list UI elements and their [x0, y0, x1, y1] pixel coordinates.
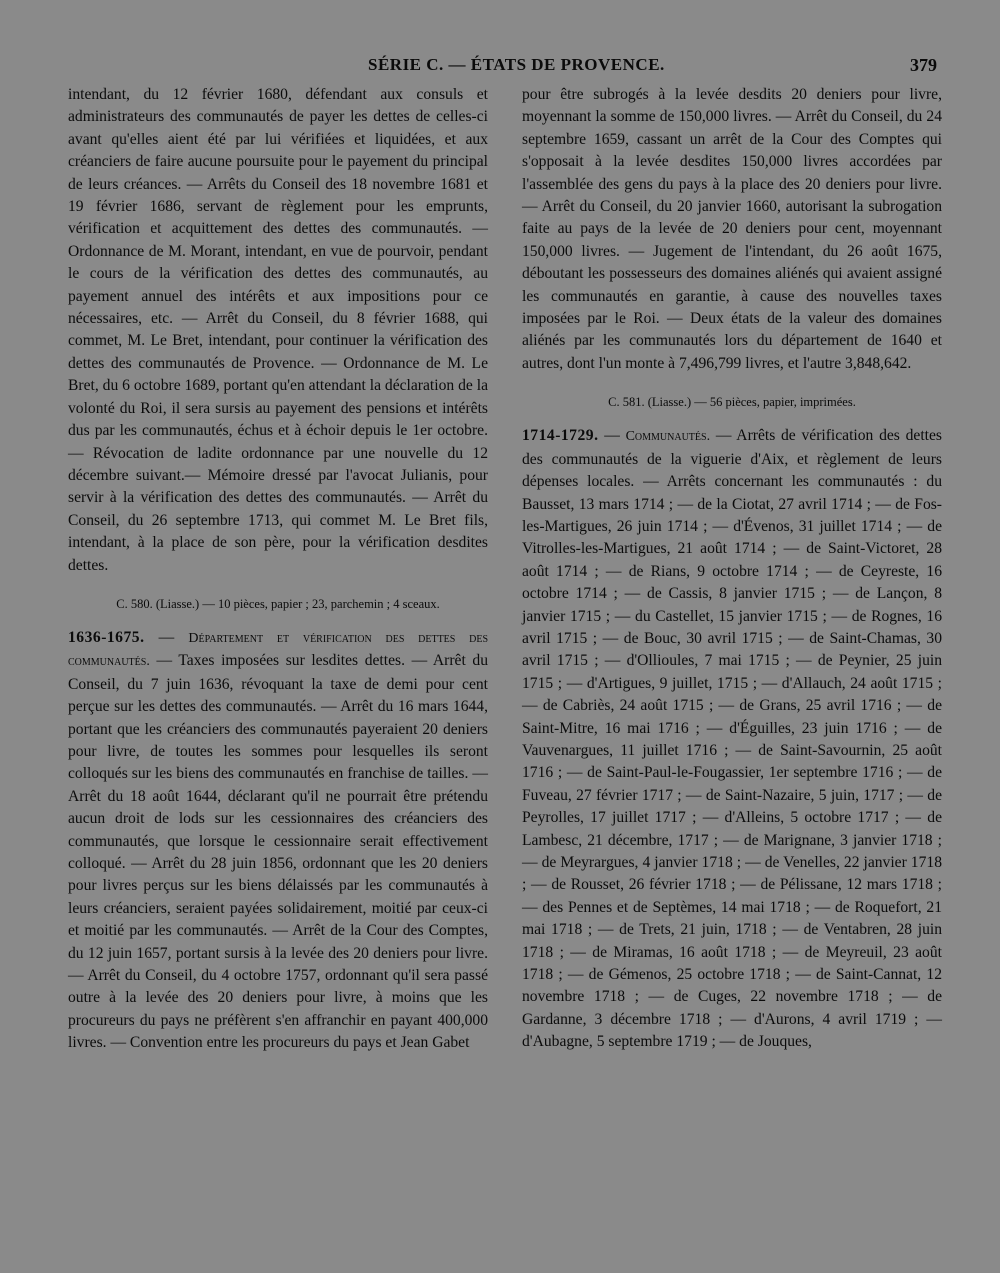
- page-number: 379: [910, 55, 937, 75]
- left-paragraph-1: intendant, du 12 février 1680, défendant aux consuls et administrateurs des communautés de payer les dettes de celles-ci avant qu'elles aient été par lui vérifiées et liquidées, et aux créanciers de faire aucune poursuite pour le payement du principal de leurs créances. — Arrêts du Conseil des 18 novembre 1681 et 19 février 1686, servant de règlement pour les emprunts, vérification et acquittement des dettes des communautés. — Ordonnance de M. Morant, intendant, en vue de pourvoir, pendant le cours de la vérification des dettes des communautés, au payement annuel des intérêts et aux impositions pour ce nécessaires, etc. — Arrêt du Conseil, du 8 février 1688, qui commet, M. Le Bret, intendant, pour continuer la vérification des dettes des communautés de Provence. — Ordonnance de M. Le Bret, du 6 octobre 1689, portant qu'en attendant la déclaration de la volonté du Roi, il sera sursis au payement des pensions et intérêts dus par les communautés, échus et à échoir depuis le 1er octobre. — Révocation de ladite ordonnance par une nouvelle du 12 décembre suivant.— Mémoire dressé par l'avocat Julianis, pour servir à la vérification des dettes des communautés. — Arrêt du Conseil, du 26 septembre 1713, qui commet M. Le Bret fils, intendant, à la place de son père, pour la vérification desdites dettes.: [68, 86, 488, 574]
- header-title: SÉRIE C. — ÉTATS DE PROVENCE.: [368, 55, 665, 74]
- right-entry: [522, 425, 942, 1053]
- right-paragraph-1: pour être subrogés à la levée desdits 20 deniers pour livre, moyennant la somme de 150,000 livres. — Arrêt du Conseil, du 24 septembre 1659, cassant un arrêt de la Cour des Comptes qui s'opposait à la levée desdites 150,000 livres accordées par l'assemblée des gens du pays à la place des 20 deniers pour livre. — Arrêt du Conseil, du 20 janvier 1660, autorisant la subrogation faite au pays de la levée de 20 deniers pour cent, moyennant 150,000 livres. — Jugement de l'intendant, du 26 août 1675, déboutant les possesseurs des domaines aliénés qui avaient assigné les communautés en garantie, à cause des nouvelles taxes imposées par le Roi. — Deux états de la valeur des domaines aliénés par les communautés lors du département de 1640 et autres, dont l'un monte à 7,496,799 livres, et l'autre 3,848,642.: [522, 86, 942, 372]
- left-entry-heading: Département et vérification des dettes des communautés.: [68, 630, 489, 670]
- left-entry-date: 1636-1675.: [68, 628, 145, 646]
- right-column: [522, 84, 942, 1054]
- left-entry-dash: —: [158, 628, 189, 646]
- left-column: [68, 84, 488, 1055]
- left-cote: C. 580. (Liasse.) — 10 pièces, papier ; 23, parchemin ; 4 sceaux.: [116, 596, 440, 611]
- left-entry: [68, 627, 488, 1055]
- right-entry-heading: Communautés.: [625, 429, 711, 445]
- right-cote: C. 581. (Liasse.) — 56 pièces, papier, imprimées.: [608, 395, 856, 410]
- left-entry-body: — Taxes imposées sur lesdites dettes. — Arrêt du Conseil, du 7 juin 1636, révoquant la taxe de demi pour cent perçue sur les dettes des communautés. — Arrêt du 16 mars 1644, portant que les créanciers des communautés payeraient 20 deniers pour livre, de toutes les sommes pour lesquelles ils seront colloqués sur les biens des communautés en franchise de tailles. — Arrêt du 18 août 1644, déclarant qu'il ne pourrait être prétendu aucun droit de lods sur les cessionnaires des créanciers des communautés, que lorsque le cessionnaire serait effectivement colloqué. — Arrêt du 28 juin 1856, ordonnant que les 20 deniers pour livres perçus sur les biens délaissés par les communautés à leurs créanciers, seraient payées solidairement, moitié par ceux-ci et moitié par les communautés. — Arrêt de la Cour des Comptes, du 12 juin 1657, portant sursis à la levée des 20 deniers pour livre. — Arrêt du Conseil, du 4 octobre 1757, ordonnant qu'il sera passé outre à la levée des 20 deniers pour livre, à moins que les procureurs du pays ne préfèrent s'en affranchir en payant 400,000 livres. — Convention entre les procureurs du pays et Jean Gabet: [68, 652, 488, 1052]
- right-entry-date: 1714-1729.: [522, 427, 599, 445]
- right-entry-body: — Arrêts de vérification des dettes des communautés de la viguerie d'Aix, et règlement de leurs dépenses locales. — Arrêts concernant les communautés : du Bausset, 13 mars 1714 ; — de la Ciotat, 27 avril 1714 ; — de Fos-les-Martigues, 26 juin 1714 ; — d'Évenos, 31 juillet 1714 ; — de Vitrolles-les-Martigues, 21 août 1714 ; — de Saint-Victoret, 28 août 1714 ; — de Rians, 9 octobre 1714 ; — de Ceyreste, 16 octobre 1714 ; — de Cassis, 8 janvier 1715 ; — de Lançon, 8 janvier 1715 ; — du Castellet, 15 janvier 1715 ; — de Rognes, 16 avril 1715 ; — de Bouc, 30 avril 1715 ; — de Saint-Chamas, 30 avril 1715 ; — d'Ollioules, 7 mai 1715 ; — de Peynier, 25 juin 1715 ; — d'Artigues, 9 juillet, 1715 ; — d'Allauch, 24 août 1715 ; — de Cabriès, 24 août 1715 ; — de Grans, 25 avril 1716 ; — de Saint-Mitre, 16 mai 1716 ; — d'Éguilles, 23 juin 1716 ; — de Vauvenargues, 11 juillet 1716 ; — de Saint-Savournin, 25 août 1716 ; — de Saint-Paul-le-Fougassier, 1er septembre 1716 ; — de Fuveau, 27 février 1717 ; — de Saint-Nazaire, 5 juin, 1717 ; — de Peyrolles, 17 juillet 1717 ; — d'Alleins, 5 octobre 1717 ; — de Lambesc, 21 décembre, 1717 ; — de Marignane, 3 janvier 1718 ; — de Meyrargues, 4 janvier 1718 ; — de Venelles, 22 janvier 1718 ; — de Rousset, 26 février 1718 ; — de Pélissane, 12 mars 1718 ; — des Pennes et de Septèmes, 14 mai 1718 ; — de Roquefort, 21 mai 1718 ; — de Trets, 21 juin, 1718 ; — de Ventabren, 28 juin 1718 ; — de Miramas, 16 août 1718 ; — de Meyreuil, 23 août 1718 ; — de Gémenos, 25 octobre 1718 ; — de Saint-Cannat, 12 novembre 1718 ; — de Cuges, 22 novembre 1718 ; — de Gardanne, 3 décembre 1718 ; — d'Aurons, 4 avril 1719 ; — d'Aubagne, 5 septembre 1719 ; — de Jouques,: [522, 427, 942, 1051]
- right-entry-dash: —: [604, 427, 626, 445]
- running-header: [0, 55, 1000, 81]
